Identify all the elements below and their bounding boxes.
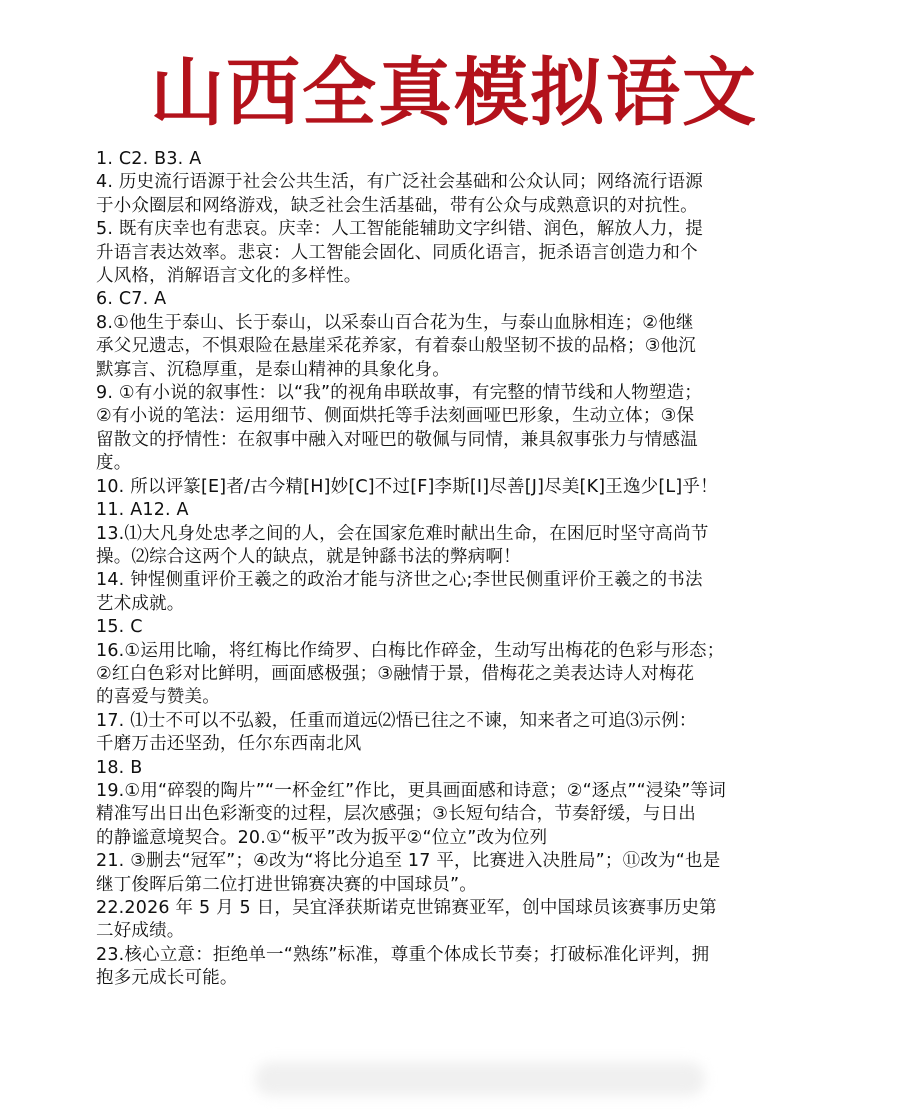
answer-line: 艺术成就。	[96, 593, 185, 614]
answer-line: 23.核心立意：拒绝单一“熟练”标准，尊重个体成长节奏；打破标准化评判，拥	[96, 944, 710, 965]
answer-line: 继丁俊晖后第二位打进世锦赛决赛的中国球员”。	[96, 874, 477, 895]
answer-line: 抱多元成长可能。	[96, 968, 238, 989]
answer-line: 18. B	[96, 757, 143, 778]
answer-line: 人风格，消解语言文化的多样性。	[96, 266, 362, 287]
answer-line: 操。⑵综合这两个人的缺点，就是钟繇书法的弊病啊！	[96, 546, 521, 567]
answer-line: 默寡言、沉稳厚重，是泰山精神的具象化身。	[96, 359, 450, 380]
answer-line: 承父兄遗志，不惧艰险在悬崖采花养家，有着泰山般坚韧不拔的品格；③他沉	[96, 336, 696, 357]
answer-line: 14. 钟惺侧重评价王羲之的政治才能与济世之心;李世民侧重评价王羲之的书法	[96, 570, 703, 591]
answer-line: 留散文的抒情性：在叙事中融入对哑巴的敬佩与同情，兼具叙事张力与情感温	[96, 429, 698, 450]
answer-line: 11. A12. A	[96, 500, 189, 521]
answer-line: 21. ③删去“冠军”；④改为“将比分追至 17 平，比赛进入决胜局”；⑪改为“也是	[96, 851, 721, 872]
document-title: 山西全真模拟语文	[150, 50, 758, 136]
answer-line: 于小众圈层和网络游戏，缺乏社会生活基础，带有公众与成熟意识的对抗性。	[96, 195, 698, 216]
answer-line: ②有小说的笔法：运用细节、侧面烘托等手法刻画哑巴形象，生动立体；③保	[96, 406, 695, 427]
answer-line: 19.①用“碎裂的陶片”“一杯金红”作比，更具画面感和诗意；②“逐点”“浸染”等词	[96, 780, 726, 801]
answer-line: 16.①运用比喻，将红梅比作绮罗、白梅比作碎金，生动写出梅花的色彩与形态；	[96, 640, 725, 661]
answer-line: 15. C	[96, 617, 143, 638]
answer-line: 17. ⑴士不可以不弘毅，任重而道远⑵悟已往之不谏，知来者之可追⑶示例：	[96, 710, 697, 731]
answer-line: 5. 既有庆幸也有悲哀。庆幸：人工智能能辅助文字纠错、润色，解放人力，提	[96, 219, 703, 240]
answer-line: 的静谧意境契合。20.①“板平”改为扳平②“位立”改为位列	[96, 827, 548, 848]
answer-line: 精准写出日出色彩渐变的过程，层次感强；③长短句结合，节奏舒缓，与日出	[96, 804, 696, 825]
blurred-overlay	[255, 1062, 705, 1096]
answer-line: 二好成绩。	[96, 921, 185, 942]
answer-list	[96, 148, 800, 991]
answer-line: 22.2026 年 5 月 5 日，吴宜泽获斯诺克世锦赛亚军，创中国球员该赛事历史第	[96, 898, 717, 918]
answer-line: 4. 历史流行语源于社会公共生活，有广泛社会基础和公众认同；网络流行语源	[96, 172, 703, 193]
answer-line: ②红白色彩对比鲜明，画面感极强；③融情于景，借梅花之美表达诗人对梅花	[96, 663, 695, 684]
answer-line: 9. ①有小说的叙事性：以“我”的视角串联故事，有完整的情节线和人物塑造；	[96, 383, 702, 404]
answer-line: 8.①他生于泰山、长于泰山，以采泰山百合花为生，与泰山血脉相连；②他继	[96, 312, 694, 333]
answer-line: 千磨万击还坚劲，任尔东西南北风	[96, 734, 362, 755]
answer-line: 6. C7. A	[96, 289, 167, 310]
answer-line: 1. C2. B3. A	[96, 149, 202, 169]
answer-line: 10. 所以评篆[E]者/古今精[H]妙[C]不过[F]李斯[I]尽善[J]尽美[K]王逸少[L]乎！	[96, 476, 718, 497]
answer-line: 的喜爱与赞美。	[96, 687, 220, 708]
answer-line: 升语言表达效率。悲哀：人工智能会固化、同质化语言，扼杀语言创造力和个	[96, 242, 698, 263]
answer-line: 13.⑴大凡身处忠孝之间的人，会在国家危难时献出生命，在困厄时坚守高尚节	[96, 523, 709, 544]
answer-line: 度。	[96, 453, 132, 474]
